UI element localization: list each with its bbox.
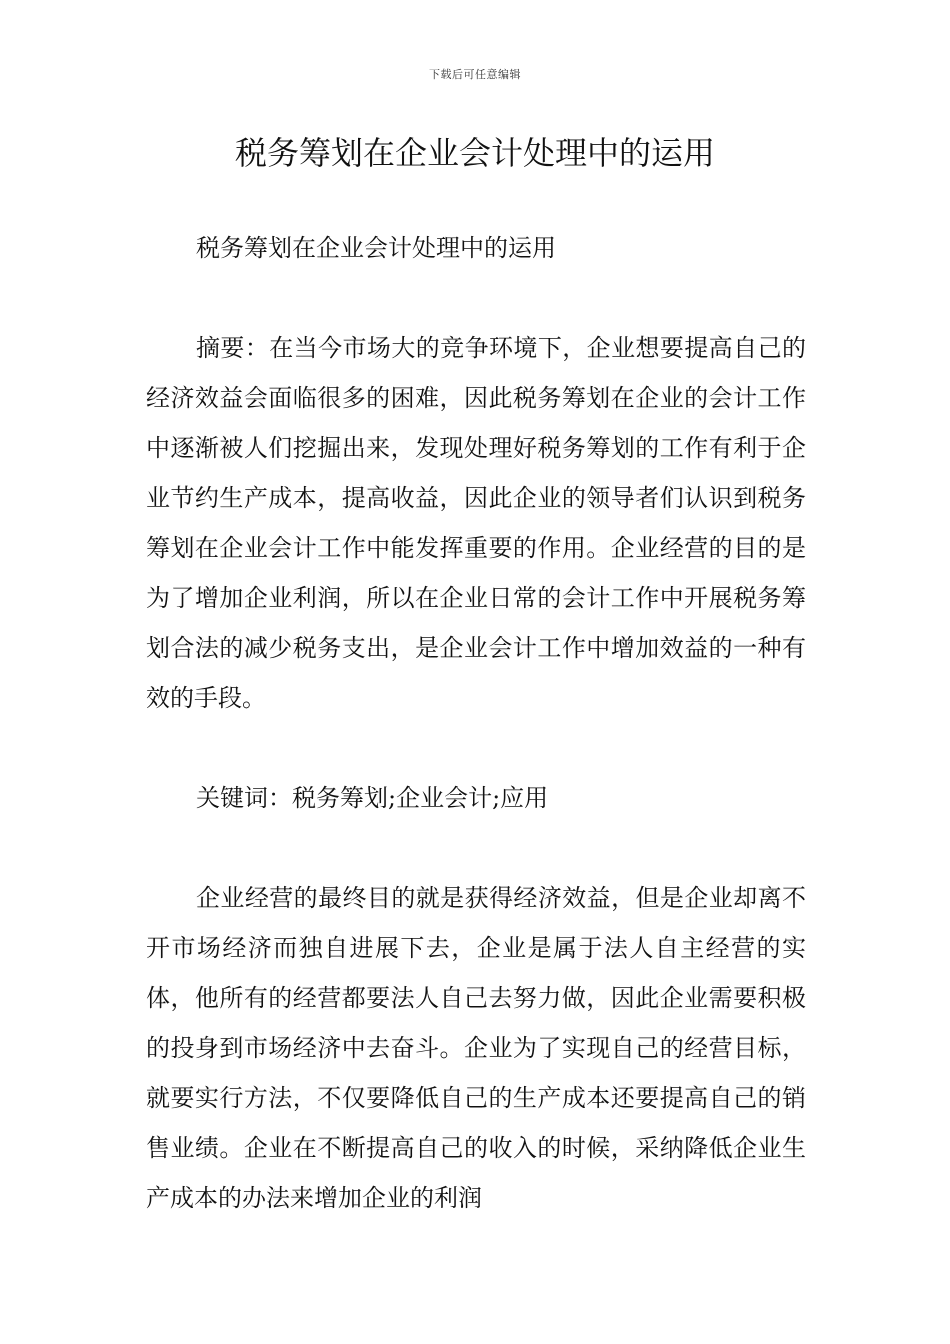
abstract-paragraph: 摘要：在当今市场大的竞争环境下，企业想要提高自己的经济效益会面临很多的困难，因此税务筹划在企业的会计工作中逐渐被人们挖掘出来，发现处理好税务筹划的工作有利于企业节约生产成本，提高收益，因此企业的领导者们认识到税务筹划在企业会计工作中能发挥重要的作用。企业经营的目的是为了增加企业利润，所以在企业日常的会计工作中开展税务筹划合法的减少税务支出，是企业会计工作中增加效益的一种有效的手段。	[146, 334, 806, 712]
document-title: 税务筹划在企业会计处理中的运用	[234, 134, 715, 172]
keywords-line: 关键词：税务筹划;企业会计;应用	[196, 784, 549, 812]
document-subtitle: 税务筹划在企业会计处理中的运用	[196, 234, 556, 262]
header-note: 下载后可任意编辑	[429, 68, 521, 81]
body-paragraph: 企业经营的最终目的就是获得经济效益，但是企业却离不开市场经济而独自进展下去，企业是属于法人自主经营的实体，他所有的经营都要法人自己去努力做，因此企业需要积极的投身到市场经济中去奋斗。企业为了实现自己的经营目标，就要实行方法，不仅要降低自己的生产成本还要提高自己的销售业绩。企业在不断提高自己的收入的时候，采纳降低企业生产成本的办法来增加企业的利润	[146, 884, 806, 1212]
